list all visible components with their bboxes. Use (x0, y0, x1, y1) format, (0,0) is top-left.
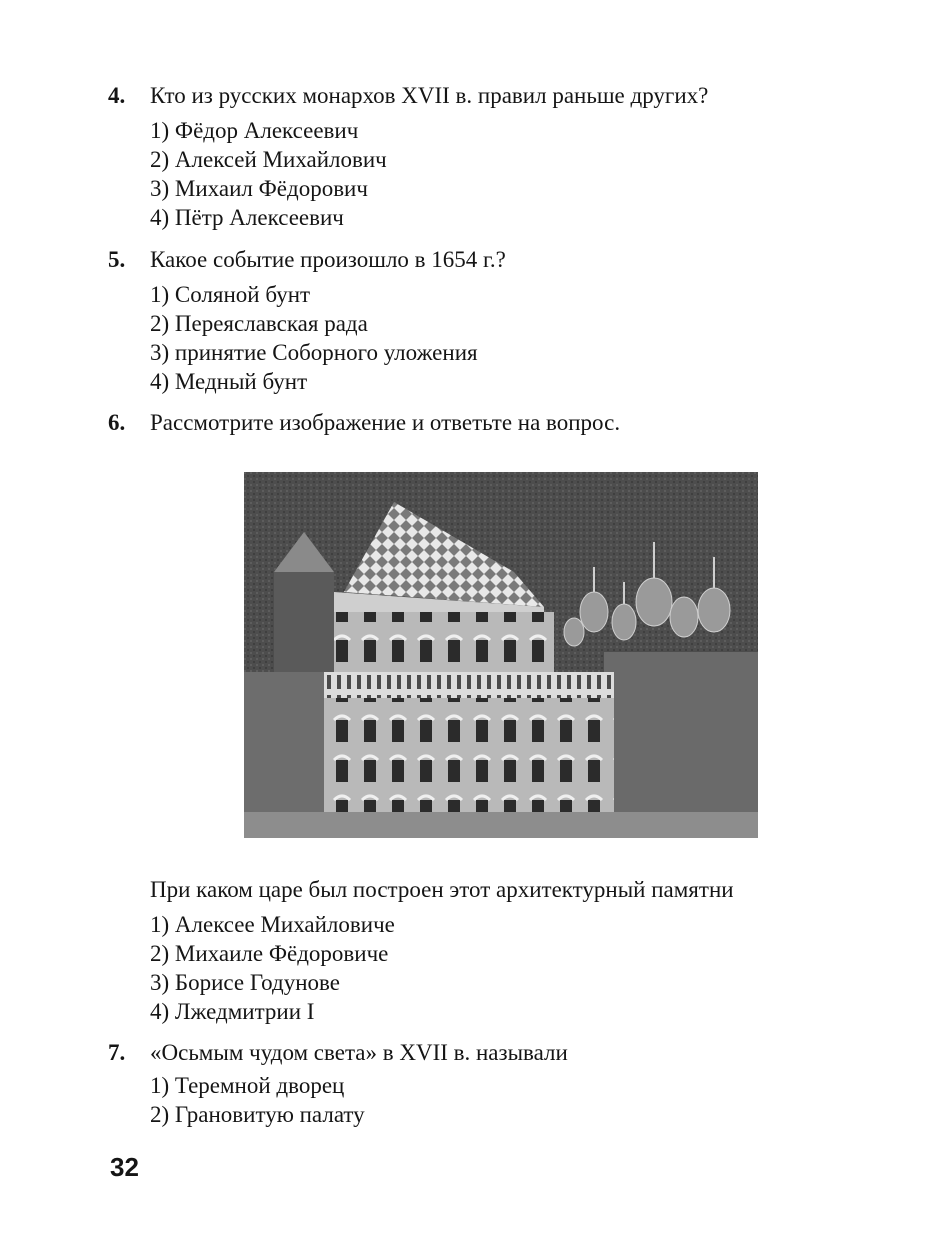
question-number: 7. (108, 1040, 126, 1065)
answer-option: 1) Теремной дворец (150, 1073, 345, 1098)
answer-option: 1) Фёдор Алексеевич (150, 118, 359, 143)
answer-option: 2) Грановитую палату (150, 1102, 365, 1127)
answer-option: 3) Борисе Годунове (150, 970, 340, 995)
subquestion-text: При каком царе был построен этот архитектурный памятни (150, 877, 734, 902)
answer-option: 2) Алексей Михайлович (150, 147, 387, 172)
answer-option: 2) Михаиле Фёдоровиче (150, 941, 389, 966)
question-number: 4. (108, 83, 126, 108)
terem-palace-photo (244, 472, 758, 838)
answer-option: 4) Медный бунт (150, 369, 308, 394)
question-text: Какое событие произошло в 1654 г.? (150, 247, 506, 272)
question-number: 5. (108, 247, 126, 272)
question-number: 6. (108, 410, 126, 435)
question-text: Кто из русских монархов XVII в. правил раньше других? (150, 83, 709, 108)
answer-option: 3) принятие Соборного уложения (150, 340, 478, 365)
answer-option: 4) Пётр Алексеевич (150, 205, 344, 230)
answer-option: 1) Соляной бунт (150, 282, 311, 307)
answer-option: 4) Лжедмитрии I (150, 999, 315, 1024)
answer-option: 1) Алексее Михайловиче (150, 912, 395, 937)
question-text: Рассмотрите изображение и ответьте на вопрос. (150, 410, 621, 435)
answer-option: 2) Переяславская рада (150, 311, 368, 336)
page-number: 32 (110, 1152, 139, 1182)
answer-option: 3) Михаил Фёдорович (150, 176, 368, 201)
question-text: «Осьмым чудом света» в XVII в. называли (150, 1040, 568, 1065)
